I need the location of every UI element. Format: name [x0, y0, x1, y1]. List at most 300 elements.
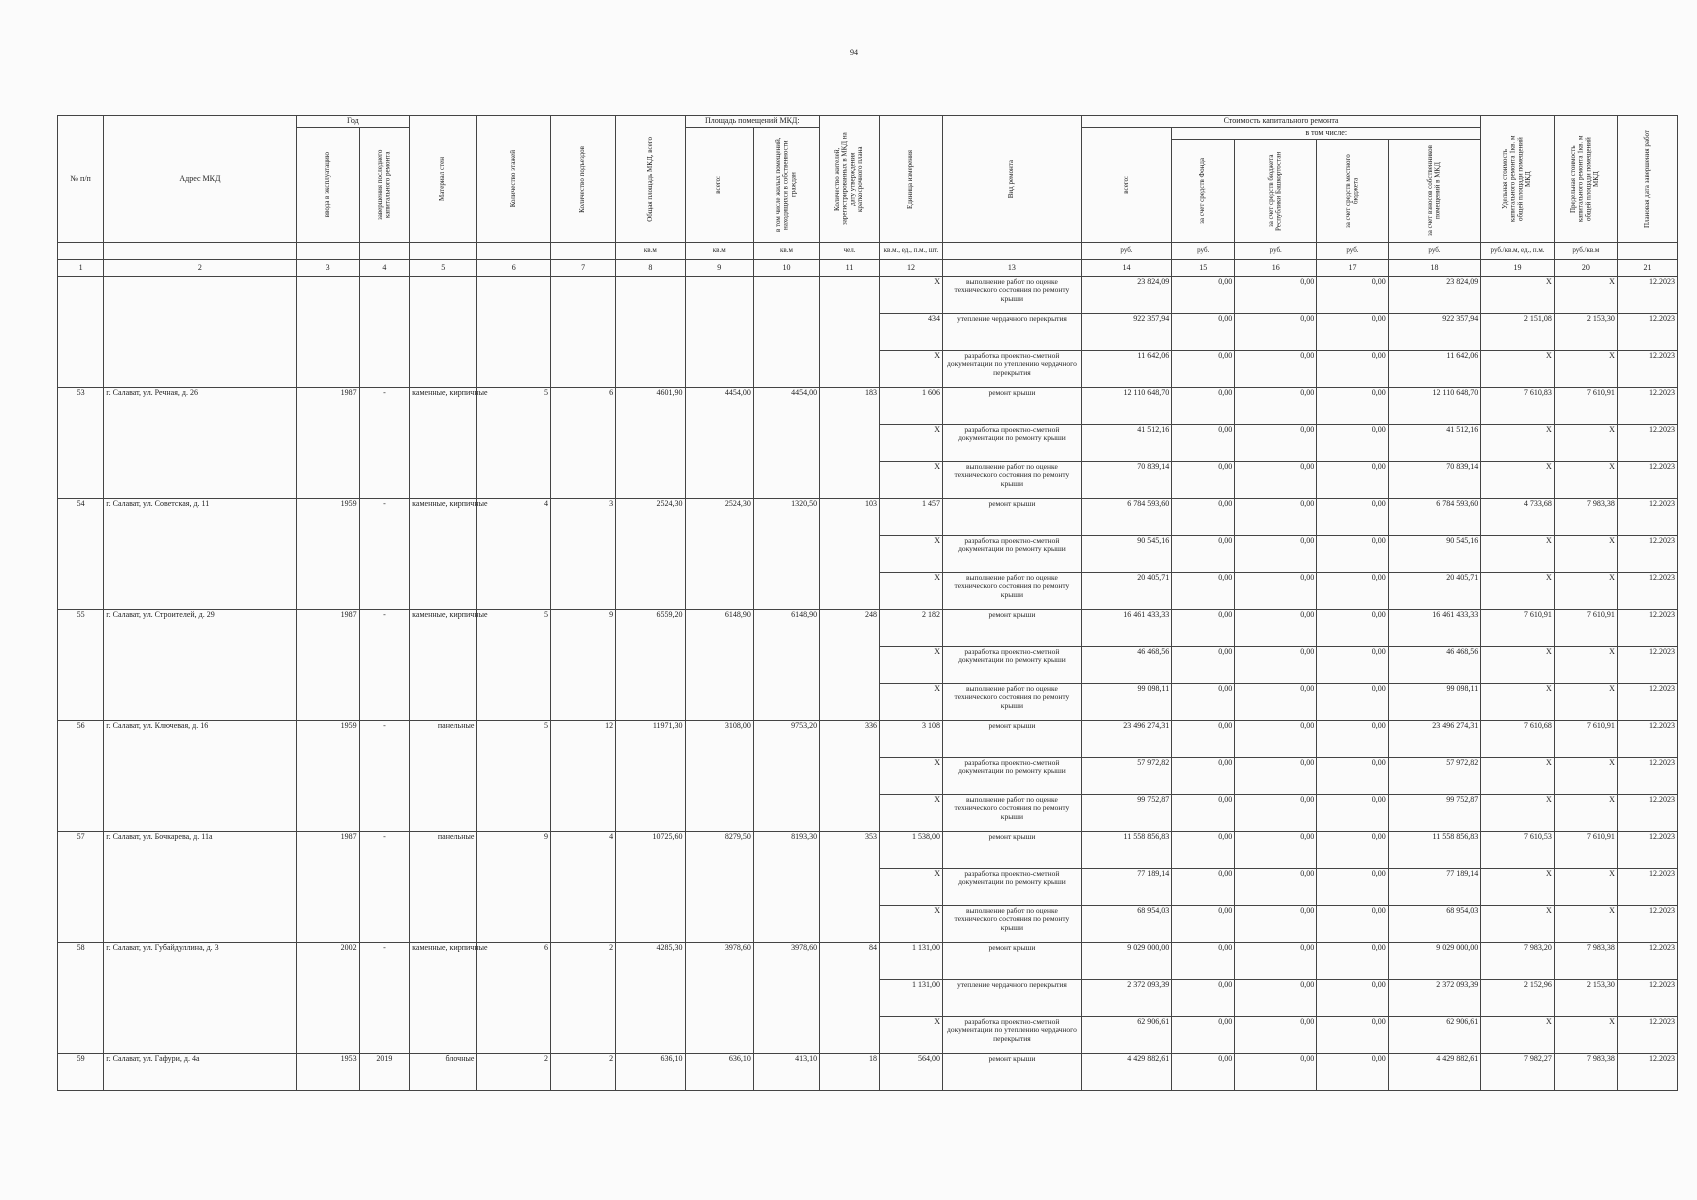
column-number: 10	[753, 260, 819, 277]
header-no: № п/п	[58, 116, 104, 243]
header-residents: Количество жителей, зарегистрированных в МКД на дату утверждения краткосрочного плана	[820, 116, 880, 243]
cost-local: 0,00	[1317, 1017, 1388, 1054]
premises-residential: 6148,90	[753, 610, 819, 721]
work-unit: 3 108	[879, 721, 942, 758]
premises-total	[685, 277, 753, 388]
column-number: 19	[1481, 260, 1555, 277]
unit-cell: руб.	[1317, 243, 1388, 260]
table-row	[58, 721, 1678, 758]
column-number: 13	[943, 260, 1082, 277]
wall-material	[410, 277, 477, 388]
cost-fund: 0,00	[1172, 1054, 1235, 1091]
building-number: 59	[58, 1054, 104, 1091]
floors-count: 5	[477, 610, 551, 721]
year-last-repair: -	[359, 721, 409, 832]
building-number: 58	[58, 943, 104, 1054]
premises-total: 6148,90	[685, 610, 753, 721]
max-cost: X	[1554, 869, 1617, 906]
deadline: 12.2023	[1617, 1054, 1677, 1091]
work-unit: X	[879, 906, 942, 943]
cost-fund: 0,00	[1172, 462, 1235, 499]
header-including: в том числе:	[1172, 128, 1481, 140]
header-work: Вид ремонта	[943, 116, 1082, 243]
max-cost: X	[1554, 351, 1617, 388]
unit-cell: руб.	[1172, 243, 1235, 260]
wall-material: панельные	[410, 721, 477, 832]
column-number: 9	[685, 260, 753, 277]
max-cost: 7 983,38	[1554, 1054, 1617, 1091]
unit-cost: 7 610,53	[1481, 832, 1555, 869]
column-number: 14	[1081, 260, 1171, 277]
cost-total: 23 824,09	[1081, 277, 1171, 314]
work-unit: X	[879, 277, 942, 314]
column-number: 17	[1317, 260, 1388, 277]
max-cost: X	[1554, 573, 1617, 610]
floors-count: 2	[477, 1054, 551, 1091]
deadline: 12.2023	[1617, 943, 1677, 980]
cost-local: 0,00	[1317, 1054, 1388, 1091]
building-number: 54	[58, 499, 104, 610]
building-address: г. Салават, ул. Ключевая, д. 16	[104, 721, 296, 832]
wall-material: каменные, кирпичные	[410, 610, 477, 721]
unit-cost: 7 983,20	[1481, 943, 1555, 980]
cost-owners: 2 372 093,39	[1388, 980, 1481, 1017]
max-cost: 7 610,91	[1554, 610, 1617, 647]
building-address	[104, 277, 296, 388]
residents-count: 183	[820, 388, 880, 499]
cost-local: 0,00	[1317, 647, 1388, 684]
premises-residential: 4454,00	[753, 388, 819, 499]
cost-republic: 0,00	[1235, 1017, 1317, 1054]
work-unit: 1 131,00	[879, 943, 942, 980]
cost-fund: 0,00	[1172, 314, 1235, 351]
entrances-count: 2	[550, 1054, 615, 1091]
work-unit: X	[879, 462, 942, 499]
work-type: ремонт крыши	[943, 1054, 1082, 1091]
building-number: 55	[58, 610, 104, 721]
premises-total: 3978,60	[685, 943, 753, 1054]
cost-local: 0,00	[1317, 314, 1388, 351]
deadline: 12.2023	[1617, 906, 1677, 943]
unit-cost: X	[1481, 1017, 1555, 1054]
cost-local: 0,00	[1317, 351, 1388, 388]
cost-fund: 0,00	[1172, 943, 1235, 980]
cost-local: 0,00	[1317, 943, 1388, 980]
max-cost: X	[1554, 795, 1617, 832]
cost-local: 0,00	[1317, 980, 1388, 1017]
cost-local: 0,00	[1317, 610, 1388, 647]
entrances-count: 2	[550, 943, 615, 1054]
deadline: 12.2023	[1617, 832, 1677, 869]
cost-owners: 16 461 433,33	[1388, 610, 1481, 647]
cost-owners: 99 098,11	[1388, 684, 1481, 721]
header-cost-fund: за счет средств Фонда	[1172, 140, 1235, 243]
unit-cell: кв.м	[616, 243, 685, 260]
building-number	[58, 277, 104, 388]
work-unit: X	[879, 1017, 942, 1054]
header-premises-total: всего:	[685, 128, 753, 243]
cost-local: 0,00	[1317, 795, 1388, 832]
cost-total: 46 468,56	[1081, 647, 1171, 684]
header-year-commission: ввода в эксплуатацию	[296, 128, 359, 243]
unit-cell: руб./кв.м	[1554, 243, 1617, 260]
header-address: Адрес МКД	[104, 116, 296, 243]
cost-fund: 0,00	[1172, 795, 1235, 832]
header-max-cost: Предельная стоимость капитального ремонта 1кв. м общей площади помещений МКД	[1554, 116, 1617, 243]
year-commission	[296, 277, 359, 388]
deadline: 12.2023	[1617, 314, 1677, 351]
header-cost-total: всего:	[1081, 128, 1171, 243]
column-number: 6	[477, 260, 551, 277]
total-area: 6559,20	[616, 610, 685, 721]
header-premises-area: Площадь помещений МКД:	[685, 116, 820, 128]
entrances-count: 4	[550, 832, 615, 943]
deadline: 12.2023	[1617, 499, 1677, 536]
work-type: разработка проектно-сметной документации по ремонту крыши	[943, 536, 1082, 573]
work-type: разработка проектно-сметной документации по ремонту крыши	[943, 869, 1082, 906]
total-area: 11971,30	[616, 721, 685, 832]
entrances-count	[550, 277, 615, 388]
cost-owners: 12 110 648,70	[1388, 388, 1481, 425]
residents-count	[820, 277, 880, 388]
column-number: 3	[296, 260, 359, 277]
unit-cell: руб.	[1235, 243, 1317, 260]
total-area: 2524,30	[616, 499, 685, 610]
cost-fund: 0,00	[1172, 684, 1235, 721]
work-type: ремонт крыши	[943, 943, 1082, 980]
residents-count: 84	[820, 943, 880, 1054]
premises-residential: 1320,50	[753, 499, 819, 610]
cost-owners: 11 642,06	[1388, 351, 1481, 388]
header-cost: Стоимость капитального ремонта	[1081, 116, 1480, 128]
residents-count: 103	[820, 499, 880, 610]
deadline: 12.2023	[1617, 684, 1677, 721]
cost-fund: 0,00	[1172, 832, 1235, 869]
cost-owners: 23 496 274,31	[1388, 721, 1481, 758]
building-number: 56	[58, 721, 104, 832]
max-cost: 7 610,91	[1554, 832, 1617, 869]
unit-cell: кв.м., ед., п.м., шт.	[879, 243, 942, 260]
cost-total: 11 558 856,83	[1081, 832, 1171, 869]
cost-owners: 922 357,94	[1388, 314, 1481, 351]
cost-republic: 0,00	[1235, 869, 1317, 906]
work-type: разработка проектно-сметной документации по ремонту крыши	[943, 758, 1082, 795]
max-cost: X	[1554, 684, 1617, 721]
total-area	[616, 277, 685, 388]
unit-cell: кв.м	[753, 243, 819, 260]
work-type: утепление чердачного перекрытия	[943, 980, 1082, 1017]
work-type: ремонт крыши	[943, 832, 1082, 869]
max-cost: X	[1554, 277, 1617, 314]
cost-republic: 0,00	[1235, 462, 1317, 499]
entrances-count: 6	[550, 388, 615, 499]
column-number: 18	[1388, 260, 1481, 277]
cost-fund: 0,00	[1172, 906, 1235, 943]
cost-republic: 0,00	[1235, 906, 1317, 943]
year-commission: 1959	[296, 721, 359, 832]
cost-local: 0,00	[1317, 277, 1388, 314]
unit-cost: X	[1481, 425, 1555, 462]
column-number: 8	[616, 260, 685, 277]
work-type: выполнение работ по оценке технического состояния по ремонту крыши	[943, 795, 1082, 832]
premises-residential: 413,10	[753, 1054, 819, 1091]
unit-cost: 2 152,96	[1481, 980, 1555, 1017]
cost-total: 2 372 093,39	[1081, 980, 1171, 1017]
building-address: г. Салават, ул. Строителей, д. 29	[104, 610, 296, 721]
cost-republic: 0,00	[1235, 388, 1317, 425]
year-commission: 2002	[296, 943, 359, 1054]
column-number: 11	[820, 260, 880, 277]
premises-residential: 8193,30	[753, 832, 819, 943]
cost-republic: 0,00	[1235, 721, 1317, 758]
deadline: 12.2023	[1617, 536, 1677, 573]
work-unit: 1 457	[879, 499, 942, 536]
table-row	[58, 388, 1678, 425]
building-address: г. Салават, ул. Гафури, д. 4а	[104, 1054, 296, 1091]
cost-total: 57 972,82	[1081, 758, 1171, 795]
work-type: выполнение работ по оценке технического состояния по ремонту крыши	[943, 684, 1082, 721]
cost-total: 4 429 882,61	[1081, 1054, 1171, 1091]
year-commission: 1953	[296, 1054, 359, 1091]
unit-cost: X	[1481, 906, 1555, 943]
total-area: 10725,60	[616, 832, 685, 943]
work-unit: X	[879, 573, 942, 610]
work-type: ремонт крыши	[943, 610, 1082, 647]
cost-republic: 0,00	[1235, 795, 1317, 832]
unit-cost: 7 610,83	[1481, 388, 1555, 425]
floors-count: 5	[477, 388, 551, 499]
year-last-repair: -	[359, 499, 409, 610]
header-year-last-repair: завершения последнего капитального ремонта	[359, 128, 409, 243]
cost-fund: 0,00	[1172, 980, 1235, 1017]
residents-count: 336	[820, 721, 880, 832]
cost-fund: 0,00	[1172, 499, 1235, 536]
work-type: утепление чердачного перекрытия	[943, 314, 1082, 351]
max-cost: X	[1554, 425, 1617, 462]
cost-total: 99 752,87	[1081, 795, 1171, 832]
cost-local: 0,00	[1317, 499, 1388, 536]
cost-republic: 0,00	[1235, 832, 1317, 869]
deadline: 12.2023	[1617, 462, 1677, 499]
column-number: 16	[1235, 260, 1317, 277]
header-premises-residential: в том числе жилых помещений, находящихся в собственности граждан	[753, 128, 819, 243]
cost-fund: 0,00	[1172, 610, 1235, 647]
work-type: разработка проектно-сметной документации по ремонту крыши	[943, 647, 1082, 684]
column-number: 7	[550, 260, 615, 277]
cost-owners: 41 512,16	[1388, 425, 1481, 462]
cost-total: 77 189,14	[1081, 869, 1171, 906]
deadline: 12.2023	[1617, 795, 1677, 832]
cost-republic: 0,00	[1235, 980, 1317, 1017]
cost-republic: 0,00	[1235, 314, 1317, 351]
year-commission: 1987	[296, 832, 359, 943]
unit-cost: X	[1481, 462, 1555, 499]
max-cost: X	[1554, 536, 1617, 573]
wall-material: панельные	[410, 832, 477, 943]
cost-owners: 68 954,03	[1388, 906, 1481, 943]
work-unit: X	[879, 795, 942, 832]
max-cost: 7 983,38	[1554, 499, 1617, 536]
header-entrances: Количество подъездов	[550, 116, 615, 243]
table-row	[58, 943, 1678, 980]
deadline: 12.2023	[1617, 1017, 1677, 1054]
cost-republic: 0,00	[1235, 499, 1317, 536]
cost-republic: 0,00	[1235, 351, 1317, 388]
cost-owners: 20 405,71	[1388, 573, 1481, 610]
column-number: 21	[1617, 260, 1677, 277]
cost-fund: 0,00	[1172, 536, 1235, 573]
year-last-repair: -	[359, 832, 409, 943]
unit-cell: кв.м	[685, 243, 753, 260]
year-commission: 1987	[296, 610, 359, 721]
work-unit: 1 606	[879, 388, 942, 425]
work-type: ремонт крыши	[943, 388, 1082, 425]
cost-republic: 0,00	[1235, 758, 1317, 795]
cost-local: 0,00	[1317, 462, 1388, 499]
cost-total: 99 098,11	[1081, 684, 1171, 721]
cost-total: 62 906,61	[1081, 1017, 1171, 1054]
building-number: 53	[58, 388, 104, 499]
cost-total: 23 496 274,31	[1081, 721, 1171, 758]
header-floors: Количество этажей	[477, 116, 551, 243]
wall-material: каменные, кирпичные	[410, 943, 477, 1054]
cost-fund: 0,00	[1172, 573, 1235, 610]
unit-cell: руб./кв.м, ед., п.м.	[1481, 243, 1555, 260]
unit-cost: 7 610,91	[1481, 610, 1555, 647]
entrances-count: 3	[550, 499, 615, 610]
cost-fund: 0,00	[1172, 388, 1235, 425]
header-wall: Материал стен	[410, 116, 477, 243]
max-cost: X	[1554, 647, 1617, 684]
column-number: 12	[879, 260, 942, 277]
max-cost: X	[1554, 758, 1617, 795]
deadline: 12.2023	[1617, 388, 1677, 425]
column-number: 5	[410, 260, 477, 277]
building-address: г. Салават, ул. Советская, д. 11	[104, 499, 296, 610]
cost-owners: 11 558 856,83	[1388, 832, 1481, 869]
floors-count: 5	[477, 721, 551, 832]
building-address: г. Салават, ул. Губайдуллина, д. 3	[104, 943, 296, 1054]
unit-cell: руб.	[1388, 243, 1481, 260]
header-year: Год	[296, 116, 410, 128]
building-address: г. Салават, ул. Речная, д. 26	[104, 388, 296, 499]
cost-local: 0,00	[1317, 536, 1388, 573]
max-cost: 2 153,30	[1554, 314, 1617, 351]
deadline: 12.2023	[1617, 277, 1677, 314]
year-last-repair: -	[359, 388, 409, 499]
cost-total: 6 784 593,60	[1081, 499, 1171, 536]
premises-total: 3108,00	[685, 721, 753, 832]
deadline: 12.2023	[1617, 351, 1677, 388]
cost-fund: 0,00	[1172, 277, 1235, 314]
wall-material: каменные, кирпичные	[410, 388, 477, 499]
cost-total: 70 839,14	[1081, 462, 1171, 499]
cost-local: 0,00	[1317, 721, 1388, 758]
header-cost-owners: за счет взносов собственников помещений в МКД	[1388, 140, 1481, 243]
unit-cell	[1617, 243, 1677, 260]
cost-republic: 0,00	[1235, 610, 1317, 647]
deadline: 12.2023	[1617, 980, 1677, 1017]
table-row	[58, 832, 1678, 869]
work-type: выполнение работ по оценке технического состояния по ремонту крыши	[943, 906, 1082, 943]
cost-republic: 0,00	[1235, 647, 1317, 684]
table-row	[58, 1054, 1678, 1091]
work-unit: X	[879, 536, 942, 573]
deadline: 12.2023	[1617, 721, 1677, 758]
work-unit: 1 131,00	[879, 980, 942, 1017]
deadline: 12.2023	[1617, 610, 1677, 647]
cost-owners: 70 839,14	[1388, 462, 1481, 499]
work-type: разработка проектно-сметной документации по утеплению чердачного перекрытия	[943, 1017, 1082, 1054]
cost-owners: 6 784 593,60	[1388, 499, 1481, 536]
entrances-count: 12	[550, 721, 615, 832]
units-row	[58, 243, 1678, 260]
deadline: 12.2023	[1617, 425, 1677, 462]
unit-cell: руб.	[1081, 243, 1171, 260]
column-numbers-row	[58, 260, 1678, 277]
max-cost: 7 983,38	[1554, 943, 1617, 980]
cost-local: 0,00	[1317, 869, 1388, 906]
table-row	[58, 277, 1678, 314]
cost-owners: 9 029 000,00	[1388, 943, 1481, 980]
premises-residential	[753, 277, 819, 388]
total-area: 636,10	[616, 1054, 685, 1091]
cost-owners: 46 468,56	[1388, 647, 1481, 684]
work-unit: 2 182	[879, 610, 942, 647]
premises-total: 4454,00	[685, 388, 753, 499]
table-header	[58, 116, 1678, 277]
table-row	[58, 610, 1678, 647]
residents-count: 248	[820, 610, 880, 721]
year-commission: 1959	[296, 499, 359, 610]
work-type: выполнение работ по оценке технического состояния по ремонту крыши	[943, 277, 1082, 314]
cost-total: 20 405,71	[1081, 573, 1171, 610]
column-number: 4	[359, 260, 409, 277]
floors-count: 9	[477, 832, 551, 943]
max-cost: X	[1554, 462, 1617, 499]
cost-owners: 62 906,61	[1388, 1017, 1481, 1054]
floors-count: 6	[477, 943, 551, 1054]
cost-republic: 0,00	[1235, 277, 1317, 314]
header-cost-republic: за счет средств бюджета Республики Башкортостан	[1235, 140, 1317, 243]
residents-count: 353	[820, 832, 880, 943]
cost-local: 0,00	[1317, 425, 1388, 462]
building-address: г. Салават, ул. Бочкарева, д. 11а	[104, 832, 296, 943]
unit-cell	[943, 243, 1082, 260]
header-deadline: Плановая дата завершения работ	[1617, 116, 1677, 243]
cost-fund: 0,00	[1172, 869, 1235, 906]
cost-fund: 0,00	[1172, 647, 1235, 684]
unit-cost: X	[1481, 536, 1555, 573]
cost-fund: 0,00	[1172, 351, 1235, 388]
unit-cost: 2 151,08	[1481, 314, 1555, 351]
cost-owners: 23 824,09	[1388, 277, 1481, 314]
column-number: 20	[1554, 260, 1617, 277]
unit-cost: 4 733,68	[1481, 499, 1555, 536]
max-cost: 2 153,30	[1554, 980, 1617, 1017]
unit-cost: X	[1481, 351, 1555, 388]
unit-cost: X	[1481, 869, 1555, 906]
work-unit: X	[879, 647, 942, 684]
table-row	[58, 499, 1678, 536]
cost-fund: 0,00	[1172, 1017, 1235, 1054]
max-cost: X	[1554, 1017, 1617, 1054]
header-unit-cost: Удельная стоимость капитального ремонта 1кв. м общей площади помещений МКД	[1481, 116, 1555, 243]
cost-republic: 0,00	[1235, 943, 1317, 980]
work-unit: 1 538,00	[879, 832, 942, 869]
year-last-repair: -	[359, 610, 409, 721]
cost-total: 11 642,06	[1081, 351, 1171, 388]
